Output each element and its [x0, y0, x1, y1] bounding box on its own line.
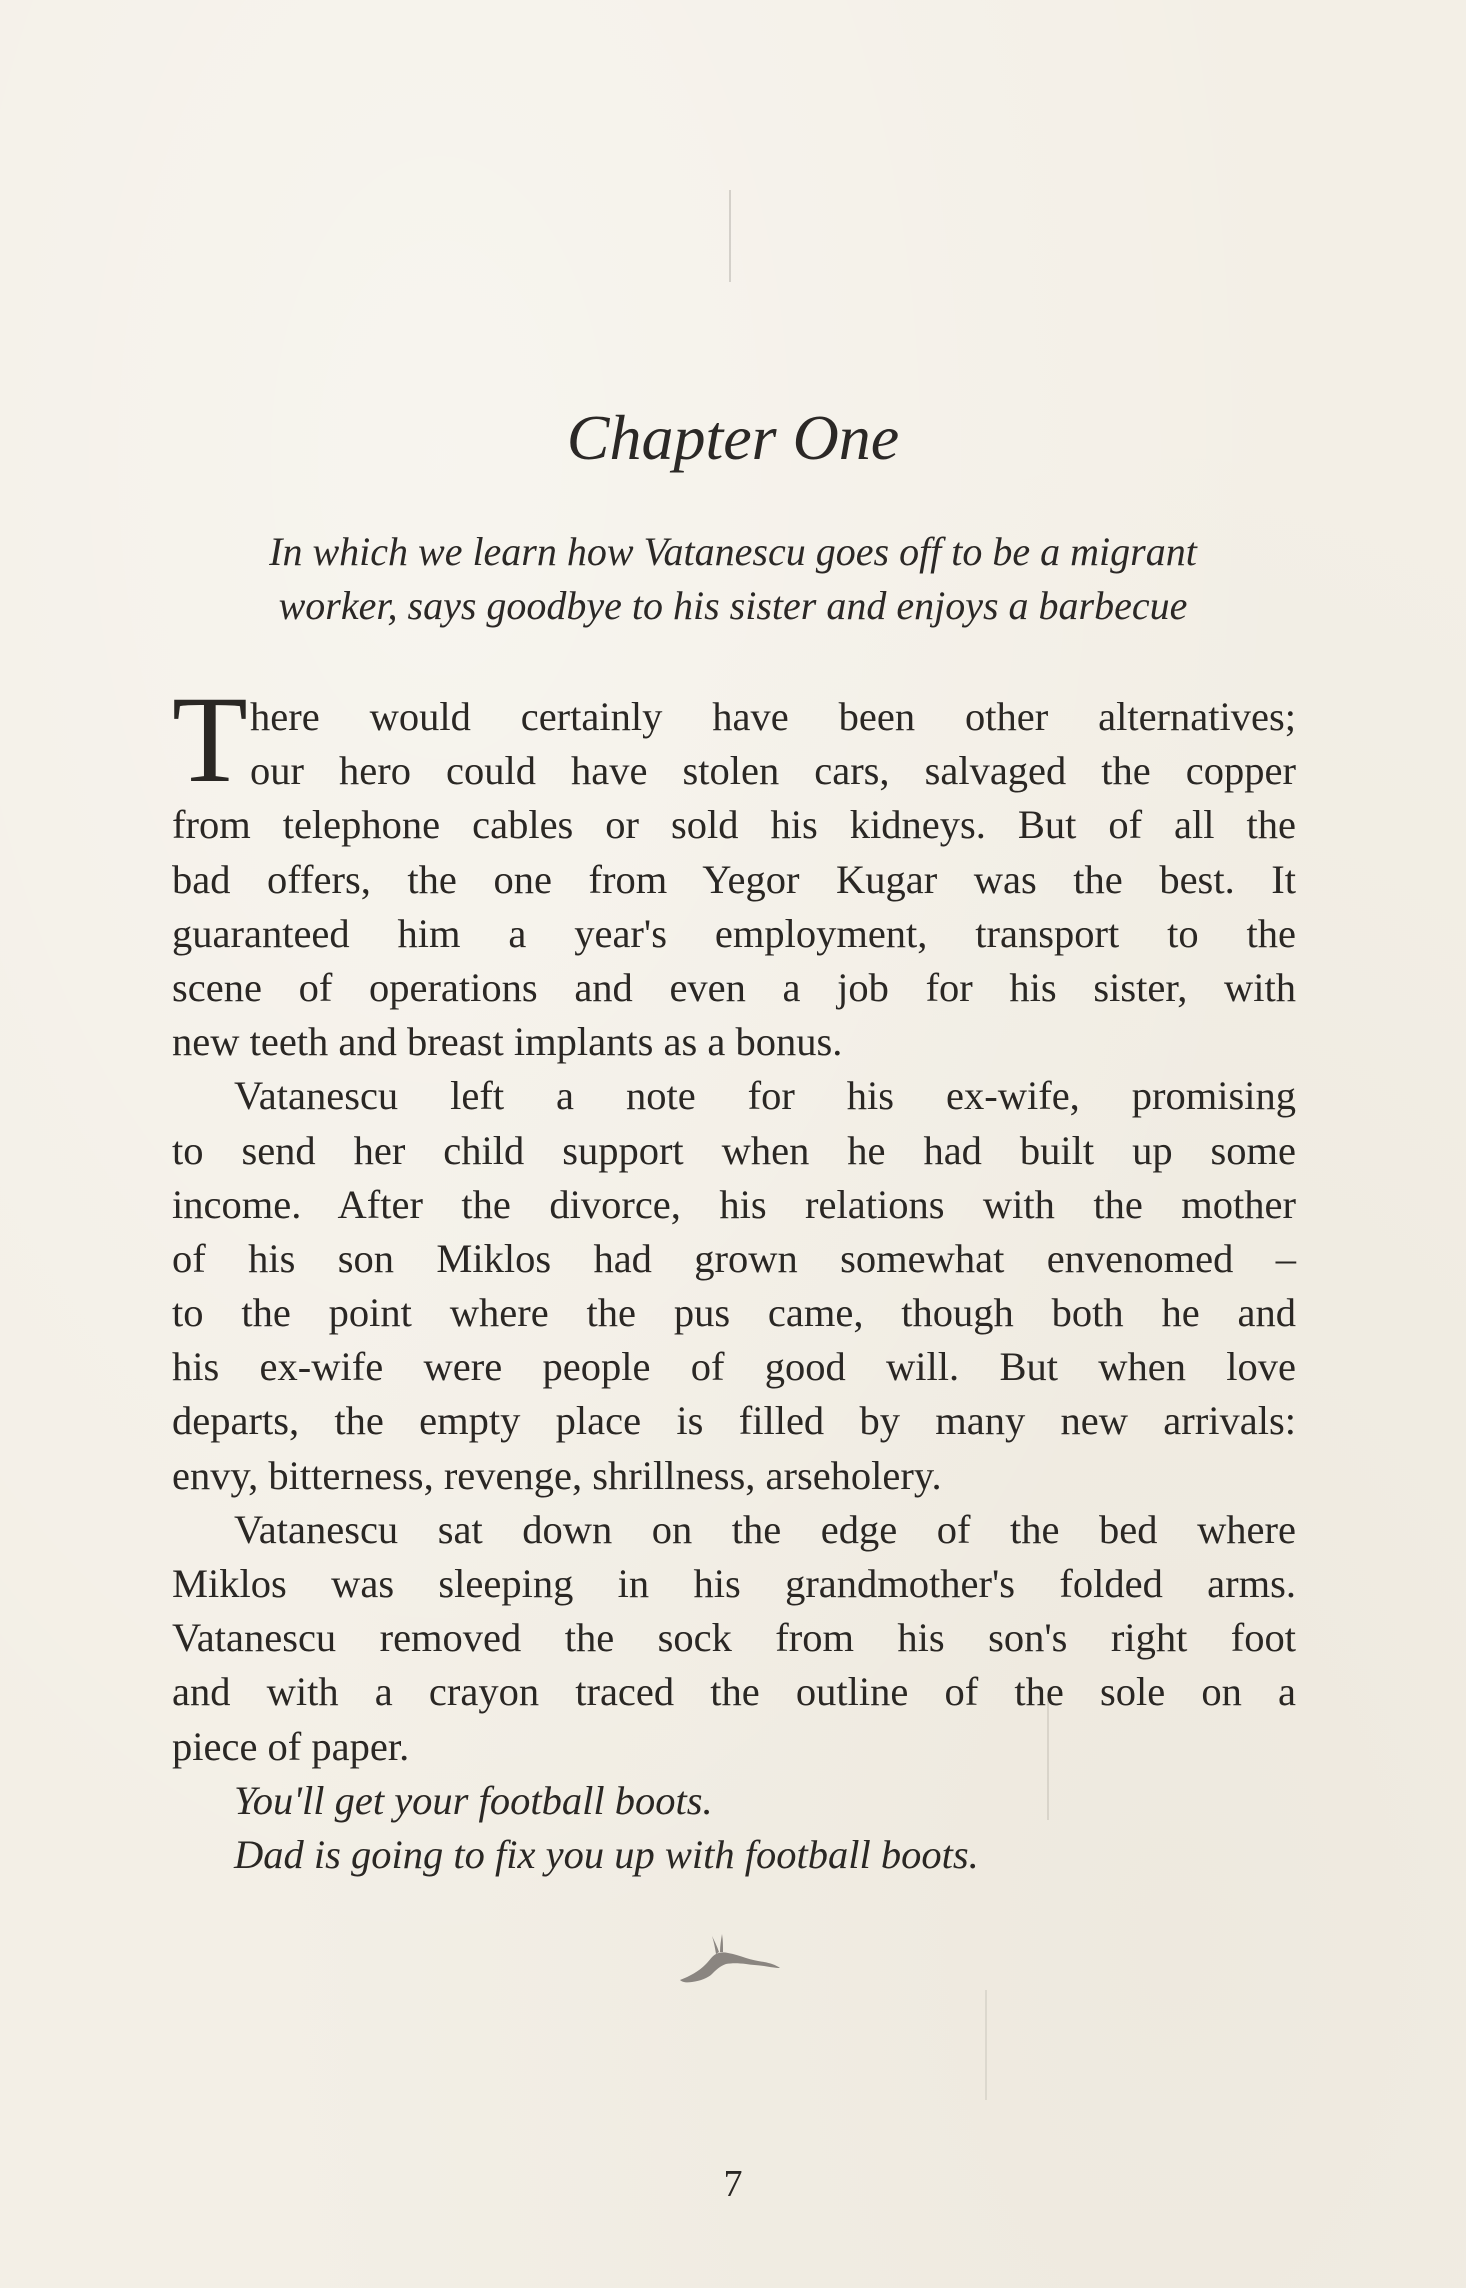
dialogue-line: Dad is going to fix you up with football boots. — [234, 1831, 979, 1877]
paragraph-line: his ex-wife were people of good will. But when love — [172, 1344, 1296, 1390]
dialogue-line: You'll get your football boots. — [234, 1777, 713, 1823]
paragraph-line: to send her child support when he had built up some — [172, 1127, 1296, 1173]
paragraph-line: from telephone cables or sold his kidneys. But of all the — [172, 802, 1296, 848]
leaping-hare-icon — [676, 1930, 786, 1986]
paragraph-line: piece of paper. — [172, 1723, 410, 1769]
paragraph-line: bad offers, the one from Yegor Kugar was the best. It — [172, 856, 1296, 902]
chapter-body — [172, 690, 1296, 1882]
chapter-subtitle-line: In which we learn how Vatanescu goes off to be a migrant — [269, 529, 1197, 574]
scan-artifact-line — [985, 1990, 987, 2100]
paragraph-line: new teeth and breast implants as a bonus. — [172, 1019, 843, 1065]
paragraph-line: scene of operations and even a job for his sister, with — [172, 964, 1296, 1010]
paragraph-line: departs, the empty place is filled by many new arrivals: — [172, 1398, 1296, 1444]
paragraph-line: envy, bitterness, revenge, shrillness, arseholery. — [172, 1452, 942, 1498]
paragraph-line: guaranteed him a year's employment, transport to the — [172, 910, 1296, 956]
chapter-title: Chapter One — [566, 402, 900, 473]
scan-artifact-line — [729, 190, 731, 282]
paragraph-line: and with a crayon traced the outline of the sole on a — [172, 1669, 1296, 1715]
paragraph-line: Vatanescu removed the sock from his son's right foot — [172, 1615, 1296, 1661]
paragraph-line: income. After the divorce, his relations with the mother — [172, 1181, 1296, 1227]
drop-cap-letter: T — [172, 671, 248, 808]
paragraph-line: Vatanescu sat down on the edge of the bed where — [234, 1506, 1296, 1552]
paragraph-line: our hero could have stolen cars, salvaged the copper — [250, 748, 1296, 794]
paragraph-line: to the point where the pus came, though both he and — [172, 1290, 1296, 1336]
paragraph-line: Miklos was sleeping in his grandmother's folded arms. — [172, 1561, 1296, 1606]
chapter-subtitle-line: worker, says goodbye to his sister and enjoys a barbecue — [278, 583, 1188, 628]
chapter-subtitle — [0, 525, 1466, 633]
paragraph-line: Vatanescu left a note for his ex-wife, promising — [234, 1073, 1296, 1119]
page-number: 7 — [723, 2163, 743, 2205]
paragraph-line: here would certainly have been other alternatives; — [250, 694, 1296, 739]
paragraph-line: of his son Miklos had grown somewhat envenomed – — [172, 1235, 1296, 1281]
